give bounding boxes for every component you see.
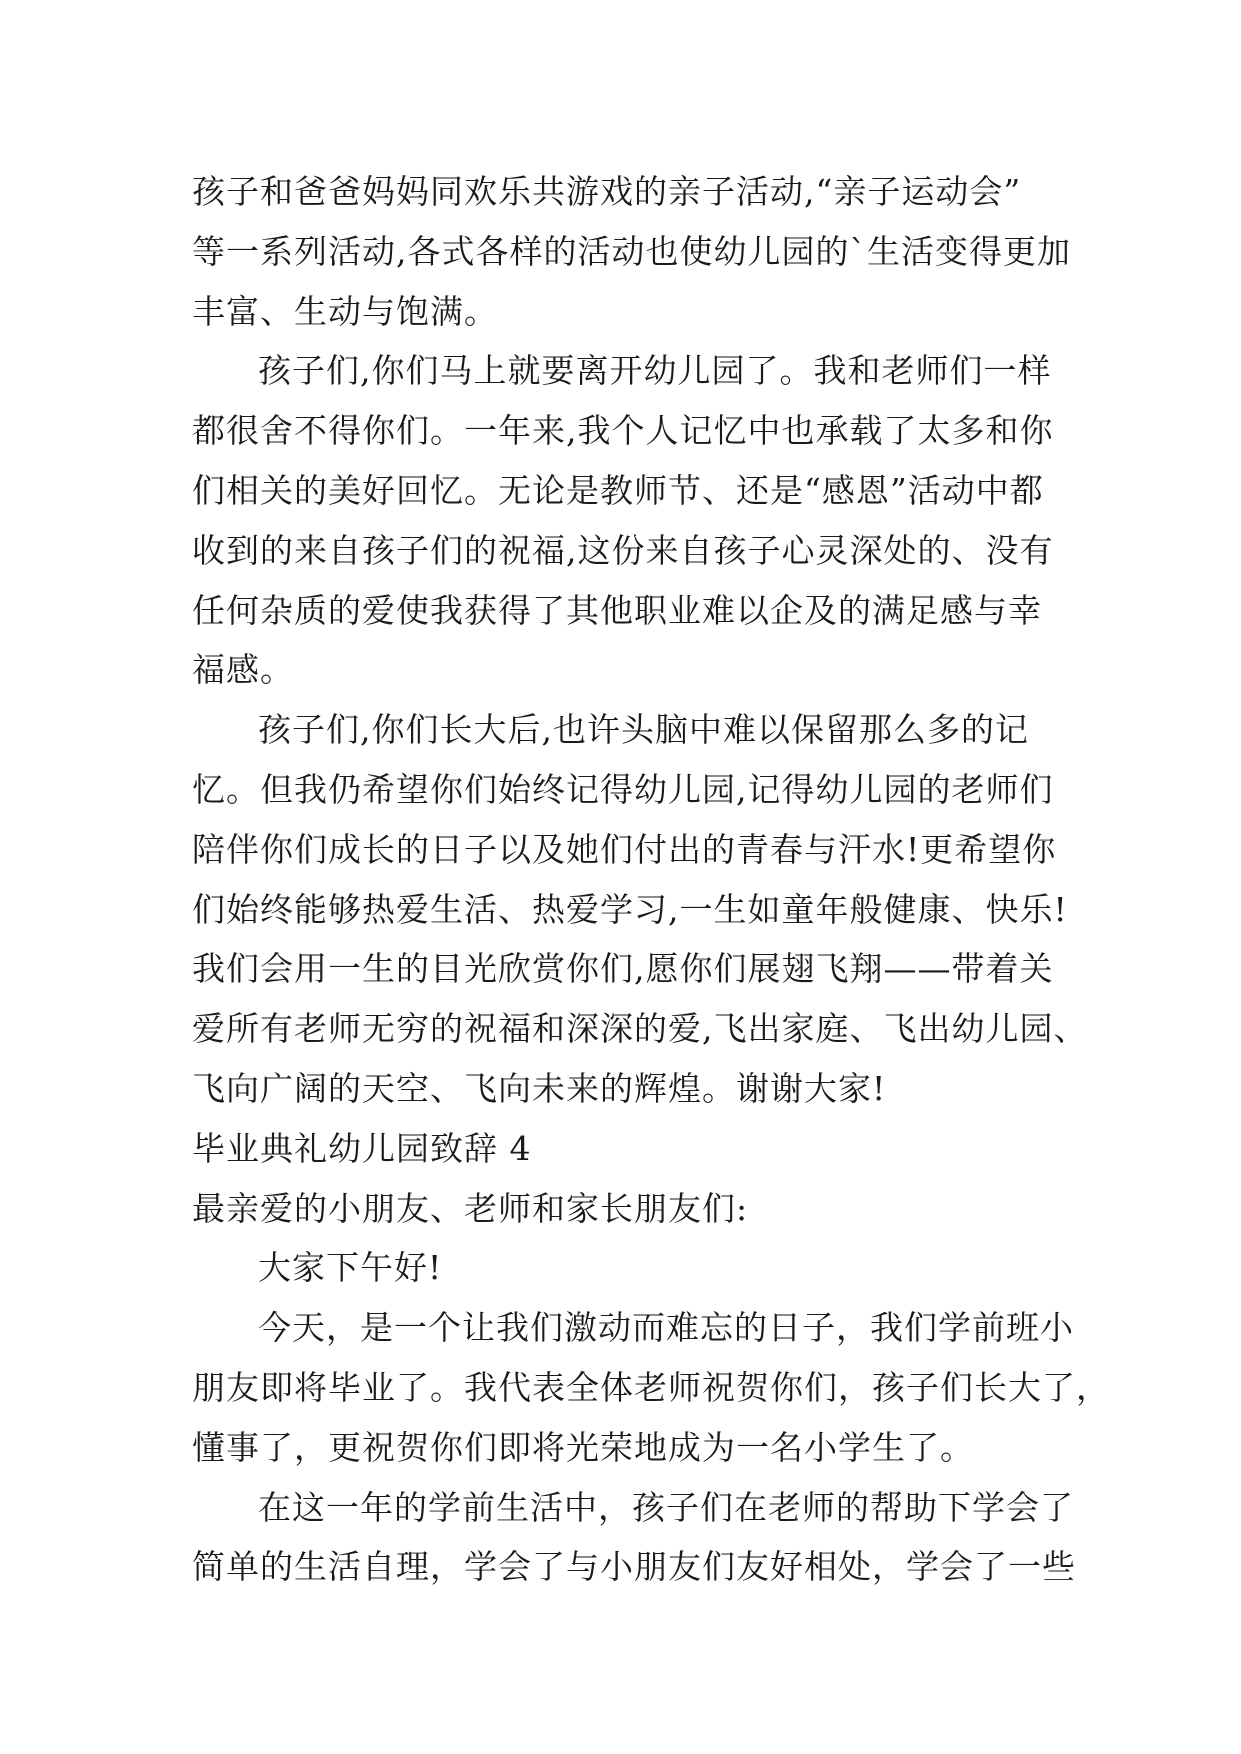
section-heading: 毕业典礼幼儿园致辞 4 xyxy=(192,1128,532,1168)
text-line: 任何杂质的爱使我获得了其他职业难以企及的满足感与幸 xyxy=(192,590,1042,630)
text-line: 陪伴你们成长的日子以及她们付出的青春与汗水!更希望你 xyxy=(192,829,1057,869)
text-line: 我们会用一生的目光欣赏你们,愿你们展翅飞翔——带着关 xyxy=(192,949,1054,989)
text-line: 们相关的美好回忆。无论是教师节、还是“感恩”活动中都 xyxy=(192,470,1044,510)
text-line: 孩子和爸爸妈妈同欢乐共游戏的亲子活动,“亲子运动会” xyxy=(192,172,1022,211)
text-line: 都很舍不得你们。一年来,我个人记忆中也承载了太多和你 xyxy=(192,411,1054,451)
text-line: 忆。但我仍希望你们始终记得幼儿园,记得幼儿园的老师们 xyxy=(192,769,1054,809)
greeting: 大家下午好! xyxy=(258,1248,443,1288)
paragraph-first-line: 孩子们,你们马上就要离开幼儿园了。我和老师们一样 xyxy=(258,351,1052,391)
salutation: 最亲爱的小朋友、老师和家长朋友们: xyxy=(192,1188,749,1228)
text-line: 懂事了，更祝贺你们即将光荣地成为一名小学生了。 xyxy=(192,1427,974,1467)
text-line: 收到的来自孩子们的祝福,这份来自孩子心灵深处的、没有 xyxy=(192,530,1054,570)
text-line: 福感。 xyxy=(192,650,294,690)
text-line: 爱所有老师无穷的祝福和深深的爱,飞出家庭、飞出幼儿园、 xyxy=(192,1009,1088,1049)
text-line: 简单的生活自理，学会了与小朋友们友好相处，学会了一些 xyxy=(192,1547,1076,1587)
paragraph-first-line: 今天，是一个让我们激动而难忘的日子，我们学前班小 xyxy=(258,1308,1074,1348)
document-body xyxy=(192,162,1110,1597)
text-line: 等一系列活动,各式各样的活动也使幼儿园的`生活变得更加 xyxy=(192,231,1071,271)
paragraph-first-line: 孩子们,你们长大后,也许头脑中难以保留那么多的记 xyxy=(258,710,1029,750)
text-line: 们始终能够热爱生活、热爱学习,一生如童年般健康、快乐! xyxy=(192,889,1068,929)
paragraph-first-line: 在这一年的学前生活中，孩子们在老师的帮助下学会了 xyxy=(258,1487,1074,1527)
text-line: 朋友即将毕业了。我代表全体老师祝贺你们，孩子们长大了， xyxy=(192,1367,1110,1407)
text-line: 丰富、生动与饱满。 xyxy=(192,291,498,331)
text-line: 飞向广阔的天空、飞向未来的辉煌。谢谢大家! xyxy=(192,1068,887,1108)
